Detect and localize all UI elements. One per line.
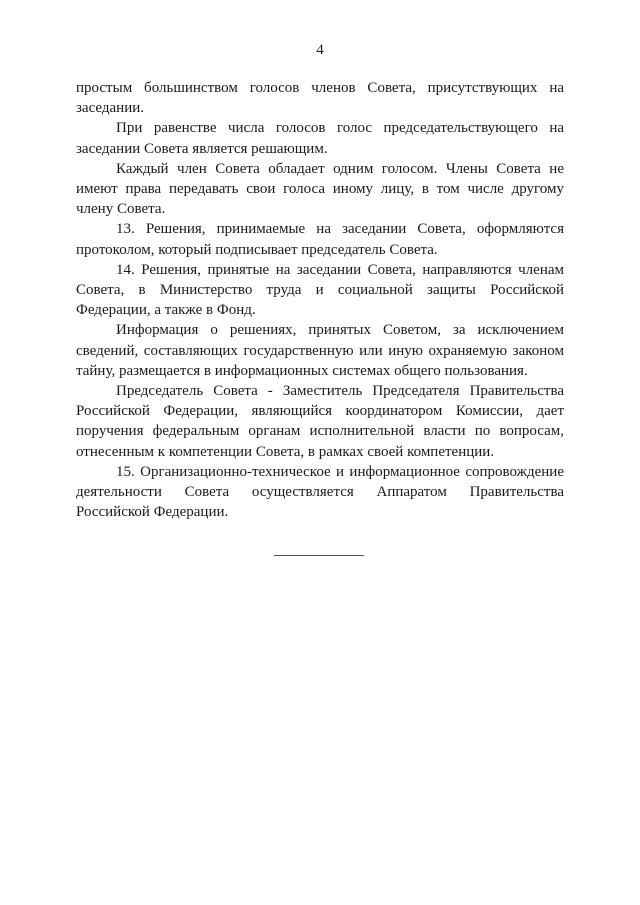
end-separator-line: [274, 555, 364, 556]
paragraph-information: Информация о решениях, принятых Советом, за исключением сведений, составляющих государственную или иную охраняемую законом тайну, размещается в информационных системах общего пользования.: [76, 322, 564, 379]
paragraph-continuation: простым большинством голосов членов Совета, присутствующих на заседании.: [76, 80, 564, 117]
paragraph-chairman: Председатель Совета - Заместитель Председателя Правительства Российской Федерации, являющийся координатором Комиссии, дает поручения федеральным органам исполнительной власти по вопросам, отнесенным к компетенции Совета, в рамках своей компетенции.: [76, 383, 564, 460]
paragraph-item-15: 15. Организационно-техническое и информационное сопровождение деятельности Совета осуществляется Аппаратом Правительства Российской Федерации.: [76, 463, 564, 521]
page-number: 4: [316, 42, 324, 58]
paragraph-tie-vote: При равенстве числа голосов голос председательствующего на заседании Совета является решающим.: [76, 120, 564, 157]
document-body: [76, 78, 564, 522]
paragraph-one-vote: Каждый член Совета обладает одним голосом. Члены Совета не имеют права передавать свои голоса иному лицу, в том числе другому члену Совета.: [76, 160, 564, 218]
paragraph-item-13: 13. Решения, принимаемые на заседании Совета, оформляются протоколом, который подписывает председатель Совета.: [76, 221, 564, 258]
paragraph-item-14: 14. Решения, принятые на заседании Совета, направляются членам Совета, в Министерство труда и социальной защиты Российской Федерации, а также в Фонд.: [76, 261, 564, 319]
